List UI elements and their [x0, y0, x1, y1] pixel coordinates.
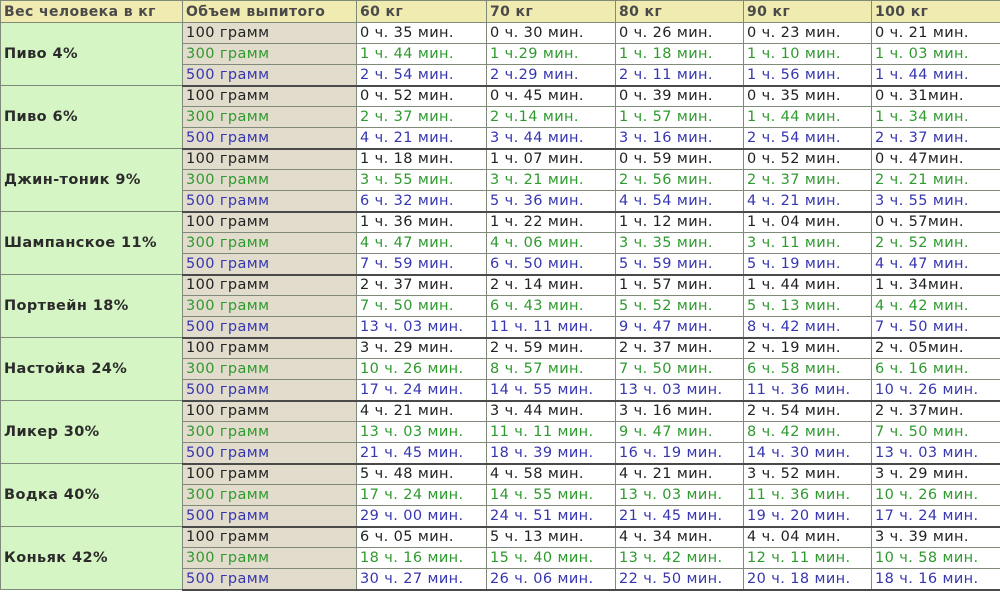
time-cell: 15 ч. 40 мин. — [487, 548, 616, 569]
time-cell: 1 ч. 12 мин. — [616, 212, 744, 233]
time-cell: 10 ч. 26 мин. — [357, 359, 487, 380]
time-cell: 1 ч. 07 мин. — [487, 149, 616, 170]
time-cell: 3 ч. 55 мин. — [872, 191, 1000, 212]
amount-cell: 500 грамм — [183, 65, 357, 86]
time-cell: 4 ч. 58 мин. — [487, 464, 616, 485]
time-cell: 2 ч.14 мин. — [487, 107, 616, 128]
time-cell: 14 ч. 30 мин. — [744, 443, 872, 464]
header-60kg: 60 кг — [357, 1, 487, 23]
time-cell: 20 ч. 18 мин. — [744, 569, 872, 590]
amount-cell: 100 грамм — [183, 275, 357, 296]
table-body — [1, 23, 1000, 590]
amount-cell: 300 грамм — [183, 296, 357, 317]
time-cell: 3 ч. 29 мин. — [357, 338, 487, 359]
time-cell: 2 ч. 37мин. — [872, 401, 1000, 422]
time-cell: 18 ч. 16 мин. — [872, 569, 1000, 590]
time-cell: 2 ч. 11 мин. — [616, 65, 744, 86]
time-cell: 6 ч. 43 мин. — [487, 296, 616, 317]
time-cell: 0 ч. 47мин. — [872, 149, 1000, 170]
time-cell: 2 ч. 54 мин. — [357, 65, 487, 86]
time-cell: 1 ч. 18 мин. — [357, 149, 487, 170]
time-cell: 7 ч. 59 мин. — [357, 254, 487, 275]
header-volume: Объем выпитого — [183, 1, 357, 23]
time-cell: 2 ч.29 мин. — [487, 65, 616, 86]
time-cell: 2 ч. 37 мин. — [616, 338, 744, 359]
time-cell: 4 ч. 34 мин. — [616, 527, 744, 548]
time-cell: 10 ч. 58 мин. — [872, 548, 1000, 569]
time-cell: 1 ч. 44 мин. — [872, 65, 1000, 86]
header-row — [1, 1, 1000, 23]
time-cell: 6 ч. 32 мин. — [357, 191, 487, 212]
time-cell: 8 ч. 57 мин. — [487, 359, 616, 380]
amount-cell: 100 грамм — [183, 338, 357, 359]
time-cell: 1 ч. 22 мин. — [487, 212, 616, 233]
amount-cell: 500 грамм — [183, 317, 357, 338]
amount-cell: 300 грамм — [183, 170, 357, 191]
header-weight: Вес человека в кг — [1, 1, 183, 23]
time-cell: 17 ч. 24 мин. — [357, 485, 487, 506]
amount-cell: 100 грамм — [183, 212, 357, 233]
table-row — [1, 149, 1000, 170]
time-cell: 1 ч. 34 мин. — [872, 107, 1000, 128]
time-cell: 2 ч. 19 мин. — [744, 338, 872, 359]
time-cell: 17 ч. 24 мин. — [357, 380, 487, 401]
time-cell: 1 ч. 44 мин. — [744, 275, 872, 296]
time-cell: 6 ч. 16 мин. — [872, 359, 1000, 380]
time-cell: 0 ч. 35 мин. — [357, 23, 487, 44]
time-cell: 0 ч. 39 мин. — [616, 86, 744, 107]
time-cell: 13 ч. 03 мин. — [616, 485, 744, 506]
amount-cell: 500 грамм — [183, 128, 357, 149]
time-cell: 5 ч. 36 мин. — [487, 191, 616, 212]
time-cell: 11 ч. 11 мин. — [487, 422, 616, 443]
time-cell: 3 ч. 44 мин. — [487, 128, 616, 149]
time-cell: 2 ч. 52 мин. — [872, 233, 1000, 254]
time-cell: 11 ч. 36 мин. — [744, 380, 872, 401]
drink-name-cell: Портвейн 18% — [1, 275, 183, 338]
amount-cell: 100 грамм — [183, 86, 357, 107]
amount-cell: 100 грамм — [183, 527, 357, 548]
header-70kg: 70 кг — [487, 1, 616, 23]
time-cell: 11 ч. 11 мин. — [487, 317, 616, 338]
time-cell: 26 ч. 06 мин. — [487, 569, 616, 590]
time-cell: 6 ч. 50 мин. — [487, 254, 616, 275]
time-cell: 18 ч. 16 мин. — [357, 548, 487, 569]
time-cell: 2 ч. 37 мин. — [872, 128, 1000, 149]
header-90kg: 90 кг — [744, 1, 872, 23]
time-cell: 13 ч. 03 мин. — [616, 380, 744, 401]
table-row — [1, 464, 1000, 485]
time-cell: 0 ч. 23 мин. — [744, 23, 872, 44]
time-cell: 5 ч. 19 мин. — [744, 254, 872, 275]
time-cell: 1 ч. 10 мин. — [744, 44, 872, 65]
time-cell: 8 ч. 42 мин. — [744, 317, 872, 338]
amount-cell: 300 грамм — [183, 485, 357, 506]
time-cell: 5 ч. 48 мин. — [357, 464, 487, 485]
time-cell: 4 ч. 21 мин. — [616, 464, 744, 485]
amount-cell: 100 грамм — [183, 23, 357, 44]
time-cell: 14 ч. 55 мин. — [487, 380, 616, 401]
drink-name-cell: Шампанское 11% — [1, 212, 183, 275]
time-cell: 7 ч. 50 мин. — [872, 422, 1000, 443]
header-80kg: 80 кг — [616, 1, 744, 23]
amount-cell: 500 грамм — [183, 191, 357, 212]
time-cell: 22 ч. 50 мин. — [616, 569, 744, 590]
time-cell: 1 ч. 57 мин. — [616, 107, 744, 128]
time-cell: 3 ч. 52 мин. — [744, 464, 872, 485]
amount-cell: 500 грамм — [183, 506, 357, 527]
time-cell: 5 ч. 59 мин. — [616, 254, 744, 275]
time-cell: 2 ч. 21 мин. — [872, 170, 1000, 191]
time-cell: 16 ч. 19 мин. — [616, 443, 744, 464]
time-cell: 17 ч. 24 мин. — [872, 506, 1000, 527]
time-cell: 5 ч. 13 мин. — [487, 527, 616, 548]
amount-cell: 500 грамм — [183, 569, 357, 590]
time-cell: 4 ч. 04 мин. — [744, 527, 872, 548]
time-cell: 0 ч. 21 мин. — [872, 23, 1000, 44]
amount-cell: 300 грамм — [183, 233, 357, 254]
drink-name-cell: Водка 40% — [1, 464, 183, 527]
time-cell: 21 ч. 45 мин. — [616, 506, 744, 527]
time-cell: 2 ч. 54 мин. — [744, 401, 872, 422]
time-cell: 10 ч. 26 мин. — [872, 380, 1000, 401]
time-cell: 1 ч. 56 мин. — [744, 65, 872, 86]
time-cell: 5 ч. 13 мин. — [744, 296, 872, 317]
time-cell: 0 ч. 30 мин. — [487, 23, 616, 44]
time-cell: 30 ч. 27 мин. — [357, 569, 487, 590]
time-cell: 2 ч. 05мин. — [872, 338, 1000, 359]
time-cell: 4 ч. 47 мин. — [357, 233, 487, 254]
table-row — [1, 275, 1000, 296]
time-cell: 0 ч. 52 мин. — [357, 86, 487, 107]
time-cell: 3 ч. 44 мин. — [487, 401, 616, 422]
time-cell: 13 ч. 03 мин. — [357, 422, 487, 443]
time-cell: 21 ч. 45 мин. — [357, 443, 487, 464]
time-cell: 2 ч. 54 мин. — [744, 128, 872, 149]
drink-name-cell: Настойка 24% — [1, 338, 183, 401]
time-cell: 18 ч. 39 мин. — [487, 443, 616, 464]
time-cell: 4 ч. 42 мин. — [872, 296, 1000, 317]
amount-cell: 300 грамм — [183, 107, 357, 128]
time-cell: 0 ч. 35 мин. — [744, 86, 872, 107]
amount-cell: 300 грамм — [183, 359, 357, 380]
time-cell: 3 ч. 16 мин. — [616, 128, 744, 149]
time-cell: 7 ч. 50 мин. — [872, 317, 1000, 338]
amount-cell: 300 грамм — [183, 422, 357, 443]
time-cell: 2 ч. 37 мин. — [357, 107, 487, 128]
time-cell: 0 ч. 31мин. — [872, 86, 1000, 107]
amount-cell: 100 грамм — [183, 401, 357, 422]
time-cell: 3 ч. 39 мин. — [872, 527, 1000, 548]
time-cell: 2 ч. 14 мин. — [487, 275, 616, 296]
drink-name-cell: Пиво 4% — [1, 23, 183, 86]
time-cell: 12 ч. 11 мин. — [744, 548, 872, 569]
time-cell: 9 ч. 47 мин. — [616, 317, 744, 338]
time-cell: 1 ч. 44 мин. — [744, 107, 872, 128]
time-cell: 7 ч. 50 мин. — [616, 359, 744, 380]
time-cell: 1 ч. 03 мин. — [872, 44, 1000, 65]
time-cell: 0 ч. 57мин. — [872, 212, 1000, 233]
drink-name-cell: Ликер 30% — [1, 401, 183, 464]
time-cell: 3 ч. 29 мин. — [872, 464, 1000, 485]
drink-name-cell: Пиво 6% — [1, 86, 183, 149]
time-cell: 19 ч. 20 мин. — [744, 506, 872, 527]
time-cell: 13 ч. 42 мин. — [616, 548, 744, 569]
time-cell: 29 ч. 00 мин. — [357, 506, 487, 527]
table-row — [1, 401, 1000, 422]
amount-cell: 300 грамм — [183, 548, 357, 569]
time-cell: 4 ч. 21 мин. — [357, 401, 487, 422]
table-row — [1, 23, 1000, 44]
time-cell: 1 ч. 44 мин. — [357, 44, 487, 65]
time-cell: 1 ч. 18 мин. — [616, 44, 744, 65]
time-cell: 14 ч. 55 мин. — [487, 485, 616, 506]
time-cell: 3 ч. 11 мин. — [744, 233, 872, 254]
time-cell: 1 ч.29 мин. — [487, 44, 616, 65]
table-row — [1, 86, 1000, 107]
time-cell: 2 ч. 37 мин. — [744, 170, 872, 191]
time-cell: 2 ч. 56 мин. — [616, 170, 744, 191]
drink-name-cell: Джин-тоник 9% — [1, 149, 183, 212]
time-cell: 4 ч. 06 мин. — [487, 233, 616, 254]
time-cell: 6 ч. 58 мин. — [744, 359, 872, 380]
time-cell: 0 ч. 59 мин. — [616, 149, 744, 170]
time-cell: 0 ч. 26 мин. — [616, 23, 744, 44]
time-cell: 11 ч. 36 мин. — [744, 485, 872, 506]
amount-cell: 500 грамм — [183, 443, 357, 464]
time-cell: 3 ч. 35 мин. — [616, 233, 744, 254]
time-cell: 10 ч. 26 мин. — [872, 485, 1000, 506]
time-cell: 3 ч. 55 мин. — [357, 170, 487, 191]
time-cell: 3 ч. 16 мин. — [616, 401, 744, 422]
drink-name-cell: Коньяк 42% — [1, 527, 183, 590]
table-row — [1, 212, 1000, 233]
time-cell: 5 ч. 52 мин. — [616, 296, 744, 317]
time-cell: 1 ч. 34мин. — [872, 275, 1000, 296]
amount-cell: 500 грамм — [183, 380, 357, 401]
time-cell: 0 ч. 52 мин. — [744, 149, 872, 170]
time-cell: 24 ч. 51 мин. — [487, 506, 616, 527]
time-cell: 13 ч. 03 мин. — [872, 443, 1000, 464]
time-cell: 6 ч. 05 мин. — [357, 527, 487, 548]
time-cell: 0 ч. 45 мин. — [487, 86, 616, 107]
time-cell: 4 ч. 21 мин. — [357, 128, 487, 149]
time-cell: 1 ч. 57 мин. — [616, 275, 744, 296]
time-cell: 2 ч. 37 мин. — [357, 275, 487, 296]
amount-cell: 500 грамм — [183, 254, 357, 275]
time-cell: 7 ч. 50 мин. — [357, 296, 487, 317]
amount-cell: 300 грамм — [183, 44, 357, 65]
time-cell: 4 ч. 54 мин. — [616, 191, 744, 212]
table-row — [1, 527, 1000, 548]
time-cell: 1 ч. 04 мин. — [744, 212, 872, 233]
time-cell: 13 ч. 03 мин. — [357, 317, 487, 338]
table-row — [1, 338, 1000, 359]
time-cell: 3 ч. 21 мин. — [487, 170, 616, 191]
time-cell: 9 ч. 47 мин. — [616, 422, 744, 443]
time-cell: 8 ч. 42 мин. — [744, 422, 872, 443]
time-cell: 1 ч. 36 мин. — [357, 212, 487, 233]
time-cell: 4 ч. 21 мин. — [744, 191, 872, 212]
time-cell: 4 ч. 47 мин. — [872, 254, 1000, 275]
time-cell: 2 ч. 59 мин. — [487, 338, 616, 359]
header-100kg: 100 кг — [872, 1, 1000, 23]
amount-cell: 100 грамм — [183, 464, 357, 485]
amount-cell: 100 грамм — [183, 149, 357, 170]
